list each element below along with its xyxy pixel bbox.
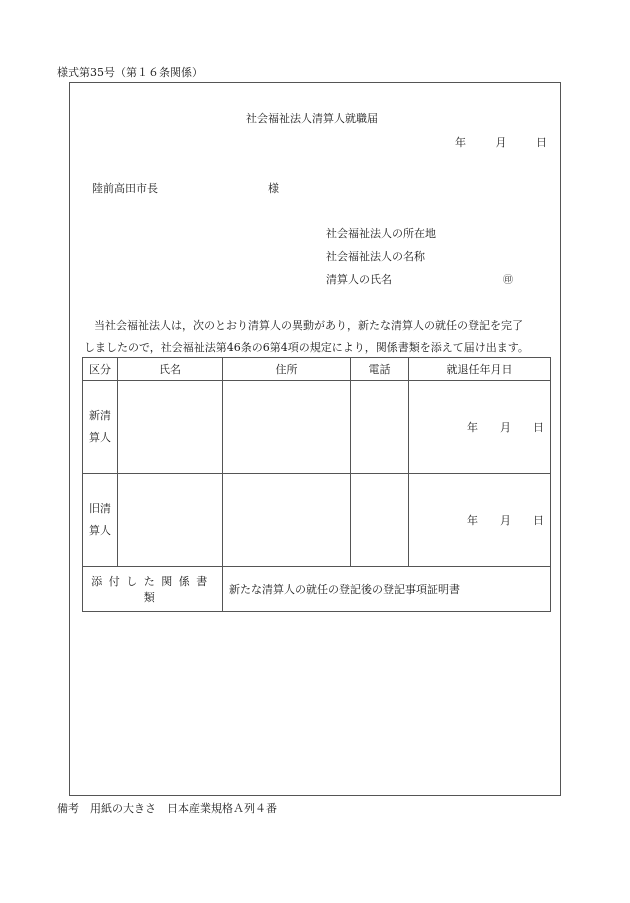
- document-title: 社会福祉法人清算人就職届: [246, 112, 378, 125]
- body-text-line-1: 当社会福祉法人は，次のとおり清算人の異動があり，新たな清算人の就任の登記を完了: [94, 319, 523, 332]
- form-number-label: 様式第35号（第１６条関係）: [57, 66, 203, 79]
- new-name-cell[interactable]: [118, 381, 223, 474]
- date-year: 年: [455, 136, 466, 149]
- old-name-cell[interactable]: [118, 474, 223, 567]
- corporation-location-label: 社会福祉法人の所在地: [326, 227, 436, 240]
- body-text-line-2: しましたので，社会福祉法第46条の6第4項の規定により，関係書類を添えて届け出ます。: [84, 341, 529, 354]
- seal-mark: ㊞: [503, 275, 513, 286]
- old-phone-cell[interactable]: [351, 474, 409, 567]
- old-address-cell[interactable]: [223, 474, 351, 567]
- attachments-label: 添付した関係書類: [83, 567, 223, 612]
- row-label-new: 新清 算人: [83, 381, 118, 474]
- new-address-cell[interactable]: [223, 381, 351, 474]
- remark-note: 備考 用紙の大きさ 日本産業規格Ａ列４番: [57, 802, 277, 815]
- liquidator-name-label: 清算人の氏名: [326, 273, 392, 286]
- header-category: 区分: [83, 358, 118, 381]
- table-header-row: [83, 358, 551, 381]
- new-date-cell[interactable]: 年 月 日: [409, 381, 551, 474]
- corporation-name-label: 社会福祉法人の名称: [326, 250, 425, 263]
- body-text: [84, 315, 554, 359]
- attachments-value: 新たな清算人の就任の登記後の登記事項証明書: [223, 567, 551, 612]
- table-row-attachments: [83, 567, 551, 612]
- new-phone-cell[interactable]: [351, 381, 409, 474]
- row-label-old: 旧清 算人: [83, 474, 118, 567]
- old-date-cell[interactable]: 年 月 日: [409, 474, 551, 567]
- table-row-new-liquidator: [83, 381, 551, 474]
- honorific: 様: [268, 182, 279, 195]
- liquidator-table: [82, 357, 551, 612]
- header-phone: 電話: [351, 358, 409, 381]
- header-name: 氏名: [118, 358, 223, 381]
- submission-date: [455, 134, 547, 150]
- date-day: 日: [536, 136, 547, 149]
- header-address: 住所: [223, 358, 351, 381]
- addressee: 陸前高田市長: [92, 182, 158, 195]
- header-date: 就退任年月日: [409, 358, 551, 381]
- table-row-old-liquidator: [83, 474, 551, 567]
- date-month: 月: [495, 136, 507, 149]
